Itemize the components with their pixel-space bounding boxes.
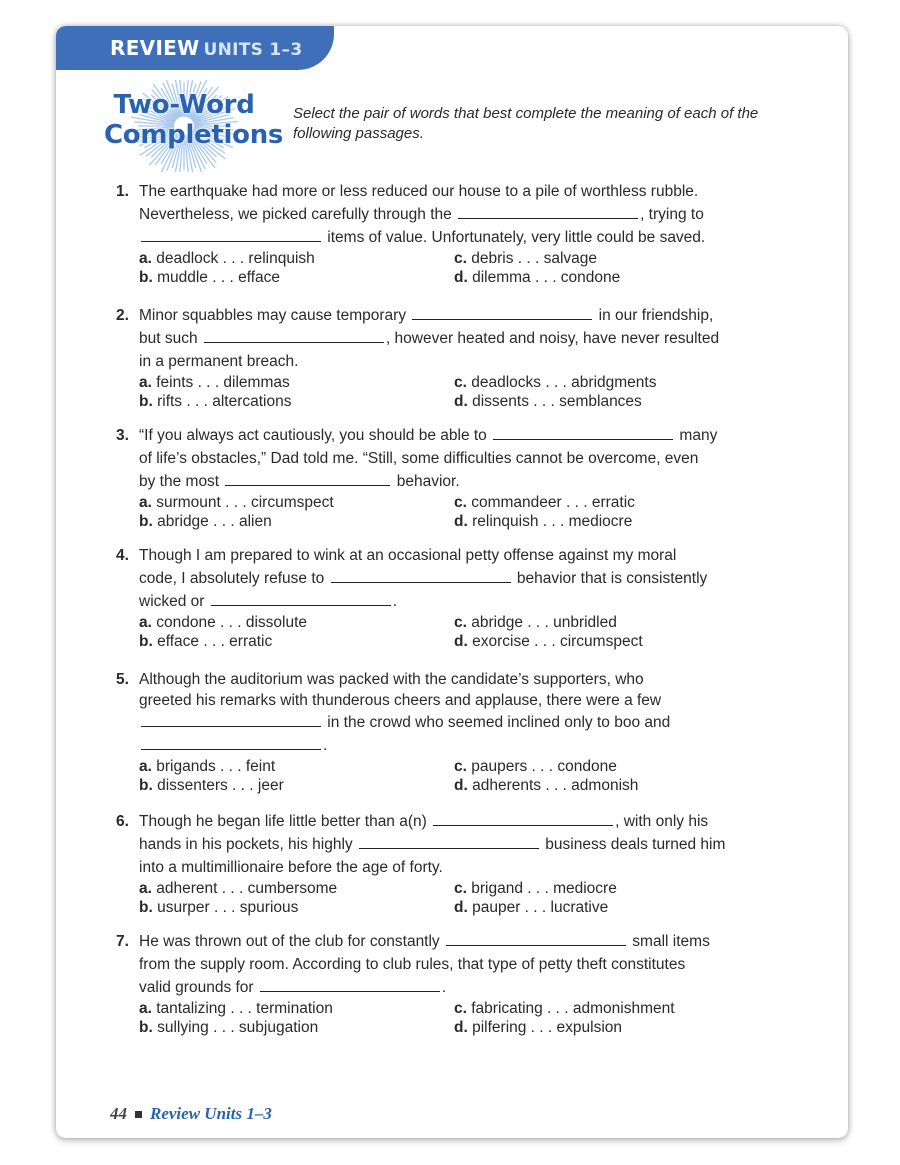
choice-text: brigands . . . feint bbox=[156, 758, 276, 775]
question-number: 5. bbox=[116, 671, 129, 688]
question-segment: Although the auditorium was packed with the candidate’s supporters, who bbox=[139, 671, 644, 688]
choice-text: efface . . . erratic bbox=[157, 633, 273, 650]
question-segment: of life’s obstacles,” Dad told me. “Still, some difficulties cannot be overcome, even bbox=[139, 450, 699, 467]
question-segment: He was thrown out of the club for constantly bbox=[139, 933, 444, 950]
answer-choices bbox=[139, 999, 776, 1039]
choice-letter: b. bbox=[139, 633, 158, 650]
question-line bbox=[139, 544, 776, 567]
question-number: 1. bbox=[116, 183, 129, 200]
question-line bbox=[139, 691, 776, 711]
answer-choices bbox=[139, 613, 776, 653]
question-segment: . bbox=[392, 593, 398, 610]
choice-letter: c. bbox=[454, 374, 472, 391]
question-6 bbox=[116, 810, 776, 919]
question-segment: in our friendship, bbox=[594, 307, 714, 324]
question-segment: items of value. Unfortunately, very little could be saved. bbox=[323, 229, 706, 246]
choice-text: muddle . . . efface bbox=[157, 269, 281, 286]
question-line bbox=[139, 350, 776, 373]
choice-b[interactable] bbox=[139, 632, 272, 651]
choice-text: adherents . . . admonish bbox=[472, 777, 639, 794]
question-2 bbox=[116, 304, 776, 413]
footer-title: Review Units 1–3 bbox=[150, 1104, 272, 1123]
choice-text: deadlock . . . relinquish bbox=[156, 250, 315, 267]
choice-letter: b. bbox=[139, 777, 158, 794]
question-segment: greeted his remarks with thunderous cheers and applause, there were a few bbox=[139, 692, 662, 709]
instructions-text: Select the pair of words that best complete the meaning of each of the following passages. bbox=[293, 105, 759, 142]
section-tab bbox=[56, 26, 334, 70]
question-line bbox=[139, 447, 776, 470]
choice-d[interactable] bbox=[454, 268, 620, 287]
question-line bbox=[139, 833, 776, 856]
question-line bbox=[139, 327, 776, 350]
question-text bbox=[139, 304, 776, 373]
question-segment: Though I am prepared to wink at an occasional petty offense against my moral bbox=[139, 547, 677, 564]
question-text bbox=[139, 424, 776, 493]
question-segment: many bbox=[675, 427, 718, 444]
choice-d[interactable] bbox=[454, 776, 638, 795]
question-segment: hands in his pockets, his highly bbox=[139, 836, 357, 853]
question-segment: in the crowd who seemed inclined only to boo and bbox=[323, 714, 671, 731]
question-number: 6. bbox=[116, 813, 129, 830]
choice-d[interactable] bbox=[454, 632, 643, 651]
logo-line-2: Completions bbox=[104, 120, 284, 150]
choice-letter: d. bbox=[454, 899, 473, 916]
question-segment: into a multimillionaire before the age of forty. bbox=[139, 859, 443, 876]
choice-letter: b. bbox=[139, 899, 158, 916]
choice-a[interactable] bbox=[139, 493, 334, 512]
choice-d[interactable] bbox=[454, 1018, 622, 1037]
question-segment: Nevertheless, we picked carefully through the bbox=[139, 206, 457, 223]
choice-text: relinquish . . . mediocre bbox=[472, 513, 633, 530]
tab-units-label: UNITS 1–3 bbox=[203, 40, 303, 60]
logo-line-1: Two-Word bbox=[113, 90, 255, 120]
question-number: 2. bbox=[116, 307, 129, 324]
question-number: 7. bbox=[116, 933, 129, 950]
bullet-square-icon bbox=[135, 1111, 142, 1118]
question-segment: behavior that is consistently bbox=[512, 570, 708, 587]
answer-blank[interactable] bbox=[412, 305, 592, 320]
choice-c[interactable] bbox=[454, 249, 597, 268]
question-line bbox=[139, 953, 776, 976]
choice-text: sullying . . . subjugation bbox=[157, 1019, 319, 1036]
question-1 bbox=[116, 180, 776, 289]
choice-text: tantalizing . . . termination bbox=[156, 1000, 333, 1017]
choice-letter: a. bbox=[139, 374, 157, 391]
answer-blank[interactable] bbox=[446, 931, 626, 946]
choice-text: pilfering . . . expulsion bbox=[472, 1019, 623, 1036]
question-segment: The earthquake had more or less reduced our house to a pile of worthless rubble. bbox=[139, 183, 699, 200]
question-line bbox=[139, 226, 776, 249]
choice-text: abridge . . . alien bbox=[157, 513, 272, 530]
question-line bbox=[139, 470, 776, 493]
question-segment: by the most bbox=[139, 473, 224, 490]
question-text bbox=[139, 930, 776, 999]
choice-letter: d. bbox=[454, 269, 473, 286]
choice-text: debris . . . salvage bbox=[471, 250, 598, 267]
choice-text: rifts . . . altercations bbox=[157, 393, 292, 410]
answer-blank[interactable] bbox=[331, 568, 511, 583]
choice-letter: c. bbox=[454, 494, 472, 511]
question-line bbox=[139, 180, 776, 203]
choice-letter: a. bbox=[139, 758, 157, 775]
choice-b[interactable] bbox=[139, 1018, 318, 1037]
choice-letter: d. bbox=[454, 777, 473, 794]
choice-text: feints . . . dilemmas bbox=[156, 374, 290, 391]
answer-blank[interactable] bbox=[260, 977, 440, 992]
question-segment: “If you always act cautiously, you should be able to bbox=[139, 427, 492, 444]
choice-b[interactable] bbox=[139, 512, 272, 531]
choice-a[interactable] bbox=[139, 613, 307, 632]
choice-letter: d. bbox=[454, 633, 473, 650]
question-5 bbox=[116, 668, 776, 797]
question-line bbox=[139, 930, 776, 953]
answer-choices bbox=[139, 757, 776, 797]
choice-letter: d. bbox=[454, 513, 473, 530]
question-segment: , with only his bbox=[615, 813, 709, 830]
answer-blank[interactable] bbox=[359, 834, 539, 849]
choice-text: brigand . . . mediocre bbox=[471, 880, 617, 897]
choice-b[interactable] bbox=[139, 268, 280, 287]
choice-letter: c. bbox=[454, 250, 472, 267]
question-segment: , however heated and noisy, have never resulted bbox=[385, 330, 720, 347]
choice-b[interactable] bbox=[139, 776, 284, 795]
choice-c[interactable] bbox=[454, 879, 617, 898]
choice-d[interactable] bbox=[454, 392, 642, 411]
question-segment: . bbox=[323, 737, 328, 754]
choice-text: surmount . . . circumspect bbox=[156, 494, 334, 511]
answer-choices bbox=[139, 493, 776, 533]
question-segment: Though he began life little better than a(n) bbox=[139, 813, 432, 830]
question-segment: business deals turned him bbox=[540, 836, 726, 853]
question-line bbox=[139, 976, 776, 999]
question-line bbox=[139, 203, 776, 226]
question-line bbox=[139, 424, 776, 447]
question-segment: code, I absolutely refuse to bbox=[139, 570, 329, 587]
tab-review-label: REVIEW bbox=[110, 36, 200, 60]
choice-text: paupers . . . condone bbox=[471, 758, 617, 775]
question-line bbox=[139, 711, 776, 734]
question-line bbox=[139, 734, 776, 757]
choice-letter: c. bbox=[454, 614, 472, 631]
choice-letter: c. bbox=[454, 1000, 472, 1017]
answer-blank[interactable] bbox=[141, 735, 321, 750]
choice-text: usurper . . . spurious bbox=[157, 899, 299, 916]
question-text bbox=[139, 810, 776, 879]
question-text bbox=[139, 544, 776, 613]
choice-c[interactable] bbox=[454, 757, 617, 776]
question-segment: behavior. bbox=[392, 473, 460, 490]
question-segment: wicked or bbox=[139, 593, 209, 610]
choice-c[interactable] bbox=[454, 493, 635, 512]
page-number: 44 bbox=[110, 1104, 127, 1123]
choice-text: deadlocks . . . abridgments bbox=[471, 374, 657, 391]
question-line bbox=[139, 810, 776, 833]
answer-blank[interactable] bbox=[141, 227, 321, 242]
choice-a[interactable] bbox=[139, 373, 290, 392]
question-segment: small items bbox=[628, 933, 710, 950]
choice-c[interactable] bbox=[454, 373, 656, 392]
question-line bbox=[139, 856, 776, 879]
choice-letter: b. bbox=[139, 1019, 158, 1036]
choice-text: commandeer . . . erratic bbox=[471, 494, 635, 511]
choice-b[interactable] bbox=[139, 898, 298, 917]
choice-letter: a. bbox=[139, 494, 157, 511]
choice-c[interactable] bbox=[454, 999, 675, 1018]
choice-a[interactable] bbox=[139, 757, 275, 776]
question-number: 3. bbox=[116, 427, 129, 444]
choice-d[interactable] bbox=[454, 898, 608, 917]
question-segment: . bbox=[441, 979, 447, 996]
answer-blank[interactable] bbox=[204, 328, 384, 343]
choice-text: adherent . . . cumbersome bbox=[156, 880, 338, 897]
answer-choices bbox=[139, 879, 776, 919]
choice-text: abridge . . . unbridled bbox=[471, 614, 617, 631]
answer-blank[interactable] bbox=[211, 591, 391, 606]
answer-blank[interactable] bbox=[225, 471, 390, 486]
question-segment: from the supply room. According to club rules, that type of petty theft constitutes bbox=[139, 956, 686, 973]
choice-text: condone . . . dissolute bbox=[156, 614, 308, 631]
choice-letter: a. bbox=[139, 614, 157, 631]
page-footer bbox=[110, 1104, 272, 1124]
question-line bbox=[139, 304, 776, 327]
choice-letter: a. bbox=[139, 1000, 157, 1017]
answer-blank[interactable] bbox=[141, 712, 321, 727]
choice-a[interactable] bbox=[139, 249, 315, 268]
question-segment: valid grounds for bbox=[139, 979, 258, 996]
choice-a[interactable] bbox=[139, 879, 337, 898]
choice-letter: d. bbox=[454, 1019, 473, 1036]
choice-letter: a. bbox=[139, 250, 157, 267]
choice-a[interactable] bbox=[139, 999, 333, 1018]
choice-d[interactable] bbox=[454, 512, 632, 531]
question-segment: in a permanent breach. bbox=[139, 353, 299, 370]
choice-letter: a. bbox=[139, 880, 157, 897]
answer-blank[interactable] bbox=[493, 425, 673, 440]
two-word-completions-logo bbox=[104, 80, 284, 172]
question-segment: but such bbox=[139, 330, 202, 347]
question-3 bbox=[116, 424, 776, 533]
choice-text: dissenters . . . jeer bbox=[157, 777, 284, 794]
question-segment: , trying to bbox=[640, 206, 704, 223]
choice-text: exorcise . . . circumspect bbox=[472, 633, 643, 650]
choice-letter: c. bbox=[454, 880, 472, 897]
question-7 bbox=[116, 930, 776, 1039]
answer-blank[interactable] bbox=[433, 811, 613, 826]
answer-choices bbox=[139, 249, 776, 289]
choice-c[interactable] bbox=[454, 613, 617, 632]
choice-letter: b. bbox=[139, 269, 158, 286]
question-number: 4. bbox=[116, 547, 129, 564]
question-text bbox=[139, 668, 776, 757]
choice-letter: c. bbox=[454, 758, 472, 775]
choice-text: pauper . . . lucrative bbox=[472, 899, 609, 916]
choice-letter: d. bbox=[454, 393, 473, 410]
answer-choices bbox=[139, 373, 776, 413]
choice-text: fabricating . . . admonishment bbox=[471, 1000, 675, 1017]
question-text bbox=[139, 180, 776, 249]
choice-b[interactable] bbox=[139, 392, 291, 411]
answer-blank[interactable] bbox=[458, 204, 638, 219]
choice-text: dilemma . . . condone bbox=[472, 269, 621, 286]
question-line bbox=[139, 567, 776, 590]
choice-letter: b. bbox=[139, 513, 158, 530]
choice-text: dissents . . . semblances bbox=[472, 393, 642, 410]
question-line bbox=[139, 590, 776, 613]
question-4 bbox=[116, 544, 776, 653]
question-line bbox=[139, 668, 776, 691]
choice-letter: b. bbox=[139, 393, 158, 410]
question-segment: Minor squabbles may cause temporary bbox=[139, 307, 411, 324]
